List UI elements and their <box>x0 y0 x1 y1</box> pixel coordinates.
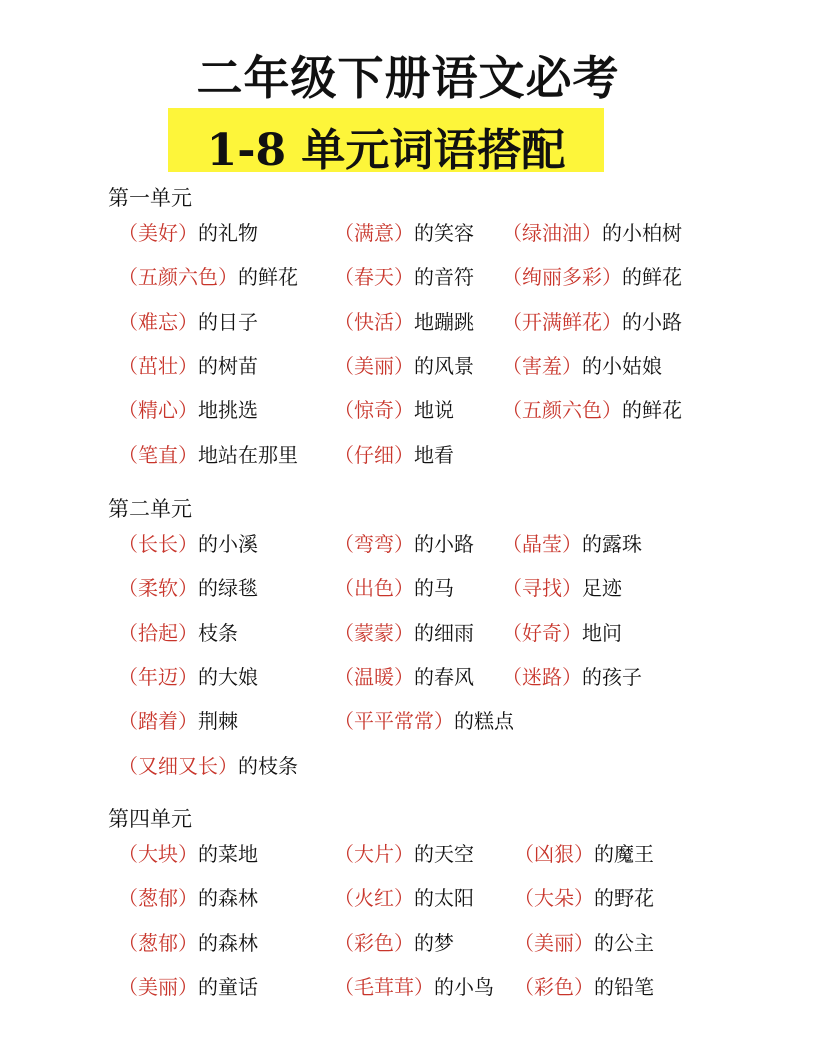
phrase-suffix: 的日子 <box>198 309 258 334</box>
phrase-suffix: 的小鸟 <box>434 974 494 999</box>
phrase-suffix: 的鲜花 <box>622 398 682 423</box>
open-paren: （ <box>334 620 354 645</box>
answer-word: 五颜六色 <box>138 265 218 290</box>
open-paren: （ <box>118 353 138 378</box>
open-paren: （ <box>118 532 138 556</box>
close-paren: ） <box>178 620 198 645</box>
word-pair <box>334 218 474 248</box>
close-paren: ） <box>562 664 582 689</box>
close-paren: ） <box>562 576 582 601</box>
phrase-suffix: 的太阳 <box>414 886 474 911</box>
open-paren: （ <box>118 442 138 467</box>
word-pair <box>334 972 494 1002</box>
page-subtitle: 1-8 单元词语搭配 <box>206 125 566 176</box>
close-paren: ） <box>574 974 594 999</box>
answer-word: 出色 <box>354 576 394 601</box>
word-pair <box>118 839 258 869</box>
close-paren: ） <box>562 532 582 556</box>
answer-word: 温暖 <box>354 664 394 689</box>
close-paren: ） <box>434 709 454 734</box>
close-paren: ） <box>394 309 414 334</box>
phrase-suffix: 的细雨 <box>414 620 474 645</box>
close-paren: ） <box>394 265 414 290</box>
answer-word: 大片 <box>354 842 394 866</box>
word-pair <box>514 839 654 869</box>
close-paren: ） <box>178 532 198 556</box>
answer-word: 开满鲜花 <box>522 309 602 334</box>
word-pair <box>514 928 654 958</box>
open-paren: （ <box>118 974 138 999</box>
phrase-suffix: 的小溪 <box>198 532 258 556</box>
close-paren: ） <box>574 842 594 866</box>
phrase-suffix: 的小路 <box>414 532 474 556</box>
phrase-suffix: 的露珠 <box>582 532 642 556</box>
open-paren: （ <box>502 309 522 334</box>
answer-word: 年迈 <box>138 664 178 689</box>
section-heading: 第二单元 <box>108 497 192 521</box>
open-paren: （ <box>514 974 534 999</box>
open-paren: （ <box>118 221 138 245</box>
word-pair <box>334 351 474 381</box>
answer-word: 彩色 <box>534 974 574 999</box>
word-pair <box>334 883 474 913</box>
phrase-suffix: 地问 <box>582 620 622 645</box>
answer-word: 凶狠 <box>534 842 574 866</box>
close-paren: ） <box>178 221 198 245</box>
phrase-suffix: 足迹 <box>582 576 622 601</box>
open-paren: （ <box>118 930 138 955</box>
word-pair <box>514 883 654 913</box>
word-pair <box>118 395 258 425</box>
open-paren: （ <box>334 842 354 866</box>
word-pair <box>334 262 474 292</box>
open-paren: （ <box>118 309 138 334</box>
close-paren: ） <box>562 620 582 645</box>
open-paren: （ <box>502 620 522 645</box>
word-pair <box>118 751 298 781</box>
word-pair <box>334 928 454 958</box>
answer-word: 害羞 <box>522 353 562 378</box>
phrase-suffix: 的枝条 <box>238 753 298 778</box>
close-paren: ） <box>178 398 198 423</box>
answer-word: 精心 <box>138 398 178 423</box>
close-paren: ） <box>394 221 414 245</box>
word-pair <box>118 529 258 559</box>
close-paren: ） <box>394 576 414 601</box>
word-pair <box>334 440 454 470</box>
close-paren: ） <box>394 532 414 556</box>
close-paren: ） <box>582 221 602 245</box>
answer-word: 蒙蒙 <box>354 620 394 645</box>
phrase-suffix: 的铅笔 <box>594 974 654 999</box>
open-paren: （ <box>502 353 522 378</box>
phrase-suffix: 的天空 <box>414 842 474 866</box>
phrase-suffix: 的音符 <box>414 265 474 290</box>
phrase-suffix: 荆棘 <box>198 709 238 734</box>
open-paren: （ <box>514 930 534 955</box>
phrase-suffix: 的风景 <box>414 353 474 378</box>
open-paren: （ <box>334 886 354 911</box>
open-paren: （ <box>502 532 522 556</box>
answer-word: 彩色 <box>354 930 394 955</box>
close-paren: ） <box>394 886 414 911</box>
word-pair <box>514 972 654 1002</box>
answer-word: 又细又长 <box>138 753 218 778</box>
close-paren: ） <box>178 576 198 601</box>
answer-word: 大朵 <box>534 886 574 911</box>
phrase-suffix: 的马 <box>414 576 454 601</box>
phrase-suffix: 的公主 <box>594 930 654 955</box>
close-paren: ） <box>574 930 594 955</box>
phrase-suffix: 的糕点 <box>454 709 514 734</box>
open-paren: （ <box>118 709 138 734</box>
phrase-suffix: 的魔王 <box>594 842 654 866</box>
close-paren: ） <box>178 309 198 334</box>
word-pair <box>118 662 258 692</box>
open-paren: （ <box>502 664 522 689</box>
answer-word: 五颜六色 <box>522 398 602 423</box>
answer-word: 好奇 <box>522 620 562 645</box>
phrase-suffix: 的野花 <box>594 886 654 911</box>
answer-word: 寻找 <box>522 576 562 601</box>
word-pair <box>118 883 258 913</box>
answer-word: 踏着 <box>138 709 178 734</box>
phrase-suffix: 的春风 <box>414 664 474 689</box>
phrase-suffix: 地说 <box>414 398 454 423</box>
word-pair <box>118 218 258 248</box>
answer-word: 茁壮 <box>138 353 178 378</box>
open-paren: （ <box>118 620 138 645</box>
word-pair <box>118 351 258 381</box>
open-paren: （ <box>502 265 522 290</box>
word-pair <box>502 262 682 292</box>
close-paren: ） <box>178 442 198 467</box>
close-paren: ） <box>178 974 198 999</box>
phrase-suffix: 的绿毯 <box>198 576 258 601</box>
answer-word: 葱郁 <box>138 930 178 955</box>
close-paren: ） <box>178 664 198 689</box>
close-paren: ） <box>394 842 414 866</box>
answer-word: 拾起 <box>138 620 178 645</box>
word-pair <box>118 440 298 470</box>
phrase-suffix: 的礼物 <box>198 221 258 245</box>
answer-word: 平平常常 <box>354 709 434 734</box>
word-pair <box>334 839 474 869</box>
close-paren: ） <box>562 353 582 378</box>
phrase-suffix: 的小姑娘 <box>582 353 662 378</box>
open-paren: （ <box>118 664 138 689</box>
word-pair <box>118 618 238 648</box>
close-paren: ） <box>178 842 198 866</box>
close-paren: ） <box>602 309 622 334</box>
word-pair <box>334 618 474 648</box>
phrase-suffix: 枝条 <box>198 620 238 645</box>
answer-word: 仔细 <box>354 442 394 467</box>
open-paren: （ <box>502 221 522 245</box>
answer-word: 美丽 <box>354 353 394 378</box>
word-pair <box>118 573 258 603</box>
answer-word: 绿油油 <box>522 221 582 245</box>
open-paren: （ <box>334 974 354 999</box>
answer-word: 毛茸茸 <box>354 974 414 999</box>
answer-word: 柔软 <box>138 576 178 601</box>
phrase-suffix: 的鲜花 <box>238 265 298 290</box>
answer-word: 弯弯 <box>354 532 394 556</box>
phrase-suffix: 的大娘 <box>198 664 258 689</box>
open-paren: （ <box>334 576 354 601</box>
close-paren: ） <box>394 620 414 645</box>
close-paren: ） <box>394 353 414 378</box>
word-pair <box>502 662 642 692</box>
open-paren: （ <box>334 221 354 245</box>
answer-word: 火红 <box>354 886 394 911</box>
word-pair <box>334 662 474 692</box>
word-pair <box>118 972 258 1002</box>
answer-word: 满意 <box>354 221 394 245</box>
phrase-suffix: 的树苗 <box>198 353 258 378</box>
page-title: 二年级下册语文必考 <box>196 51 620 105</box>
word-pair <box>118 307 258 337</box>
subtitle-highlight <box>168 108 604 176</box>
close-paren: ） <box>394 442 414 467</box>
phrase-suffix: 的笑容 <box>414 221 474 245</box>
close-paren: ） <box>602 398 622 423</box>
section-heading: 第一单元 <box>108 186 192 210</box>
word-pair <box>502 351 662 381</box>
phrase-suffix: 的孩子 <box>582 664 642 689</box>
close-paren: ） <box>178 353 198 378</box>
phrase-suffix: 地蹦跳 <box>414 309 474 334</box>
phrase-suffix: 的森林 <box>198 886 258 911</box>
phrase-suffix: 的森林 <box>198 930 258 955</box>
close-paren: ） <box>178 886 198 911</box>
open-paren: （ <box>334 442 354 467</box>
word-pair <box>334 395 454 425</box>
close-paren: ） <box>218 265 238 290</box>
close-paren: ） <box>394 930 414 955</box>
phrase-suffix: 的小路 <box>622 309 682 334</box>
phrase-suffix: 的菜地 <box>198 842 258 866</box>
open-paren: （ <box>334 398 354 423</box>
answer-word: 绚丽多彩 <box>522 265 602 290</box>
open-paren: （ <box>502 398 522 423</box>
open-paren: （ <box>502 576 522 601</box>
answer-word: 美丽 <box>138 974 178 999</box>
section-heading: 第四单元 <box>108 807 192 831</box>
word-pair <box>118 928 258 958</box>
open-paren: （ <box>514 842 534 866</box>
answer-word: 春天 <box>354 265 394 290</box>
phrase-suffix: 的鲜花 <box>622 265 682 290</box>
phrase-suffix: 的梦 <box>414 930 454 955</box>
close-paren: ） <box>178 930 198 955</box>
open-paren: （ <box>118 265 138 290</box>
open-paren: （ <box>334 353 354 378</box>
open-paren: （ <box>334 709 354 734</box>
phrase-suffix: 地挑选 <box>198 398 258 423</box>
answer-word: 惊奇 <box>354 398 394 423</box>
open-paren: （ <box>334 532 354 556</box>
open-paren: （ <box>514 886 534 911</box>
word-pair <box>502 218 682 248</box>
open-paren: （ <box>334 265 354 290</box>
open-paren: （ <box>118 398 138 423</box>
open-paren: （ <box>118 886 138 911</box>
close-paren: ） <box>394 664 414 689</box>
answer-word: 难忘 <box>138 309 178 334</box>
word-pair <box>334 706 514 736</box>
answer-word: 大块 <box>138 842 178 866</box>
answer-word: 笔直 <box>138 442 178 467</box>
open-paren: （ <box>334 664 354 689</box>
word-pair <box>118 262 298 292</box>
answer-word: 美好 <box>138 221 178 245</box>
open-paren: （ <box>334 930 354 955</box>
answer-word: 长长 <box>138 532 178 556</box>
word-pair <box>502 529 642 559</box>
close-paren: ） <box>178 709 198 734</box>
open-paren: （ <box>118 842 138 866</box>
phrase-suffix: 地站在那里 <box>198 442 298 467</box>
word-pair <box>502 618 622 648</box>
close-paren: ） <box>602 265 622 290</box>
phrase-suffix: 的童话 <box>198 974 258 999</box>
close-paren: ） <box>574 886 594 911</box>
phrase-suffix: 地看 <box>414 442 454 467</box>
answer-word: 晶莹 <box>522 532 562 556</box>
word-pair <box>334 573 454 603</box>
word-pair <box>334 307 474 337</box>
close-paren: ） <box>394 398 414 423</box>
open-paren: （ <box>118 753 138 778</box>
answer-word: 美丽 <box>534 930 574 955</box>
close-paren: ） <box>218 753 238 778</box>
word-pair <box>118 706 238 736</box>
answer-word: 迷路 <box>522 664 562 689</box>
word-pair <box>502 395 682 425</box>
answer-word: 葱郁 <box>138 886 178 911</box>
word-pair <box>502 573 622 603</box>
word-pair <box>502 307 682 337</box>
open-paren: （ <box>118 576 138 601</box>
close-paren: ） <box>414 974 434 999</box>
phrase-suffix: 的小柏树 <box>602 221 682 245</box>
word-pair <box>334 529 474 559</box>
open-paren: （ <box>334 309 354 334</box>
answer-word: 快活 <box>354 309 394 334</box>
